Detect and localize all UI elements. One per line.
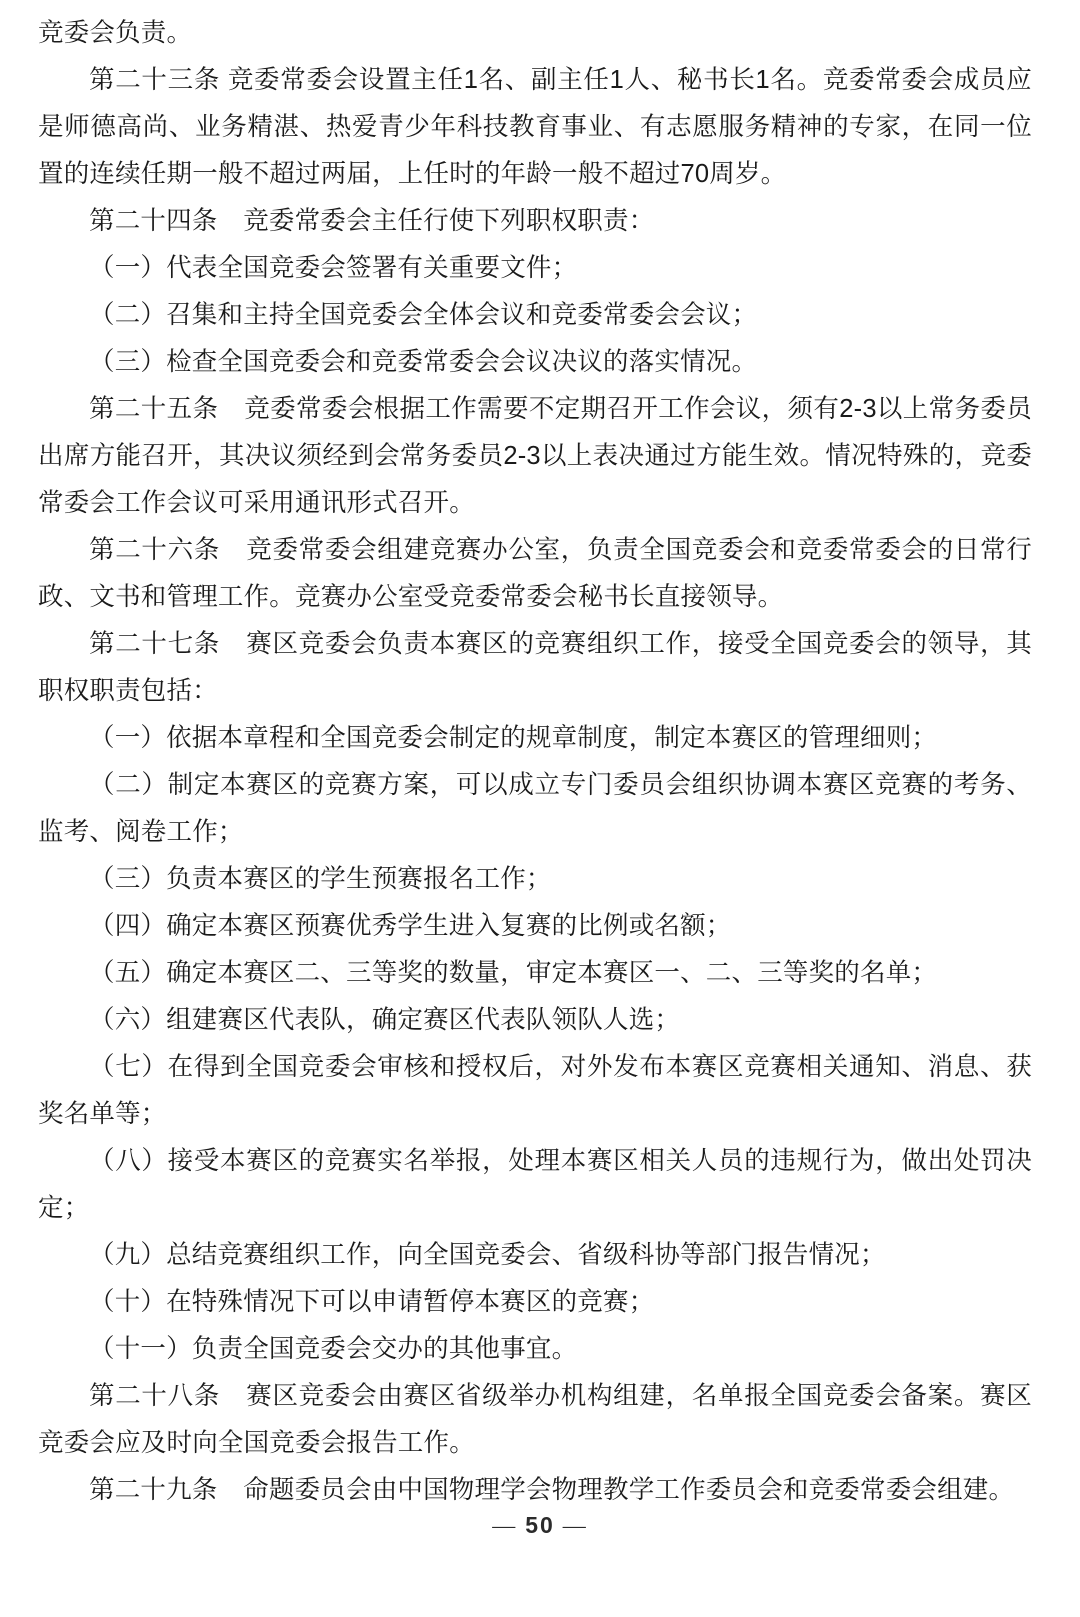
paragraph-article-29: 第二十九条 命题委员会由中国物理学会物理教学工作委员会和竞委常委会组建。 <box>89 1476 1015 1504</box>
paragraph-article-27: 第二十七条 赛区竞委会负责本赛区的竞赛组织工作，接受全国竞委会的领导，其职权职责包括： <box>38 630 1032 705</box>
paragraph-item-27-7: （七）在得到全国竞委会审核和授权后，对外发布本赛区竞赛相关通知、消息、获奖名单等； <box>38 1053 1032 1128</box>
paragraph-article-28: 第二十八条 赛区竞委会由赛区省级举办机构组建，名单报全国竞委会备案。赛区竞委会应及时向全国竞委会报告工作。 <box>38 1382 1032 1457</box>
paragraph-item-27-8: （八）接受本赛区的竞赛实名举报，处理本赛区相关人员的违规行为，做出处罚决定； <box>38 1147 1032 1222</box>
paragraph-item-24-1: （一）代表全国竞委会签署有关重要文件； <box>89 254 578 282</box>
paragraph-article-25: 第二十五条 竞委常委会根据工作需要不定期召开工作会议，须有2-3以上常务委员出席方能召开，其决议须经到会常务委员2-3以上表决通过方能生效。情况特殊的，竞委常委会工作会议可采用通讯形式召开。 <box>38 395 1032 517</box>
paragraph-item-27-10: （十）在特殊情况下可以申请暂停本赛区的竞赛； <box>89 1288 655 1316</box>
paragraph-item-27-9: （九）总结竞赛组织工作，向全国竞委会、省级科协等部门报告情况； <box>89 1241 886 1269</box>
page-footer <box>0 1512 1080 1539</box>
paragraph-item-27-1: （一）依据本章程和全国竞委会制定的规章制度，制定本赛区的管理细则； <box>89 724 938 752</box>
paragraph-item-27-5: （五）确定本赛区二、三等奖的数量，审定本赛区一、二、三等奖的名单； <box>89 959 938 987</box>
paragraph-item-27-4: （四）确定本赛区预赛优秀学生进入复赛的比例或名额； <box>89 912 732 940</box>
footer-dash-left: — <box>492 1513 518 1538</box>
paragraph-item-24-2: （二）召集和主持全国竞委会全体会议和竞委常委会会议； <box>89 301 758 329</box>
paragraph-item-27-11: （十一）负责全国竞委会交办的其他事宜。 <box>89 1335 578 1363</box>
paragraph: 竞委会负责。 <box>38 19 193 47</box>
paragraph-item-27-6: （六）组建赛区代表队，确定赛区代表队领队人选； <box>89 1006 681 1034</box>
page-number: 50 <box>525 1512 555 1538</box>
paragraph-article-24: 第二十四条 竞委常委会主任行使下列职权职责： <box>89 207 655 235</box>
document-body <box>38 10 1032 1514</box>
paragraph-article-23: 第二十三条 竞委常委会设置主任1名、副主任1人、秘书长1名。竞委常委会成员应是师德高尚、业务精湛、热爱青少年科技教育事业、有志愿服务精神的专家，在同一位置的连续任期一般不超过两届，上任时的年龄一般不超过70周岁。 <box>38 66 1032 188</box>
paragraph-item-24-3: （三）检查全国竞委会和竞委常委会会议决议的落实情况。 <box>89 348 758 376</box>
paragraph-item-27-3: （三）负责本赛区的学生预赛报名工作； <box>89 865 552 893</box>
paragraph-article-26: 第二十六条 竞委常委会组建竞赛办公室，负责全国竞委会和竞委常委会的日常行政、文书和管理工作。竞赛办公室受竞委常委会秘书长直接领导。 <box>38 536 1032 611</box>
footer-dash-right: — <box>562 1513 588 1538</box>
paragraph-item-27-2: （二）制定本赛区的竞赛方案，可以成立专门委员会组织协调本赛区竞赛的考务、监考、阅卷工作； <box>38 771 1032 846</box>
